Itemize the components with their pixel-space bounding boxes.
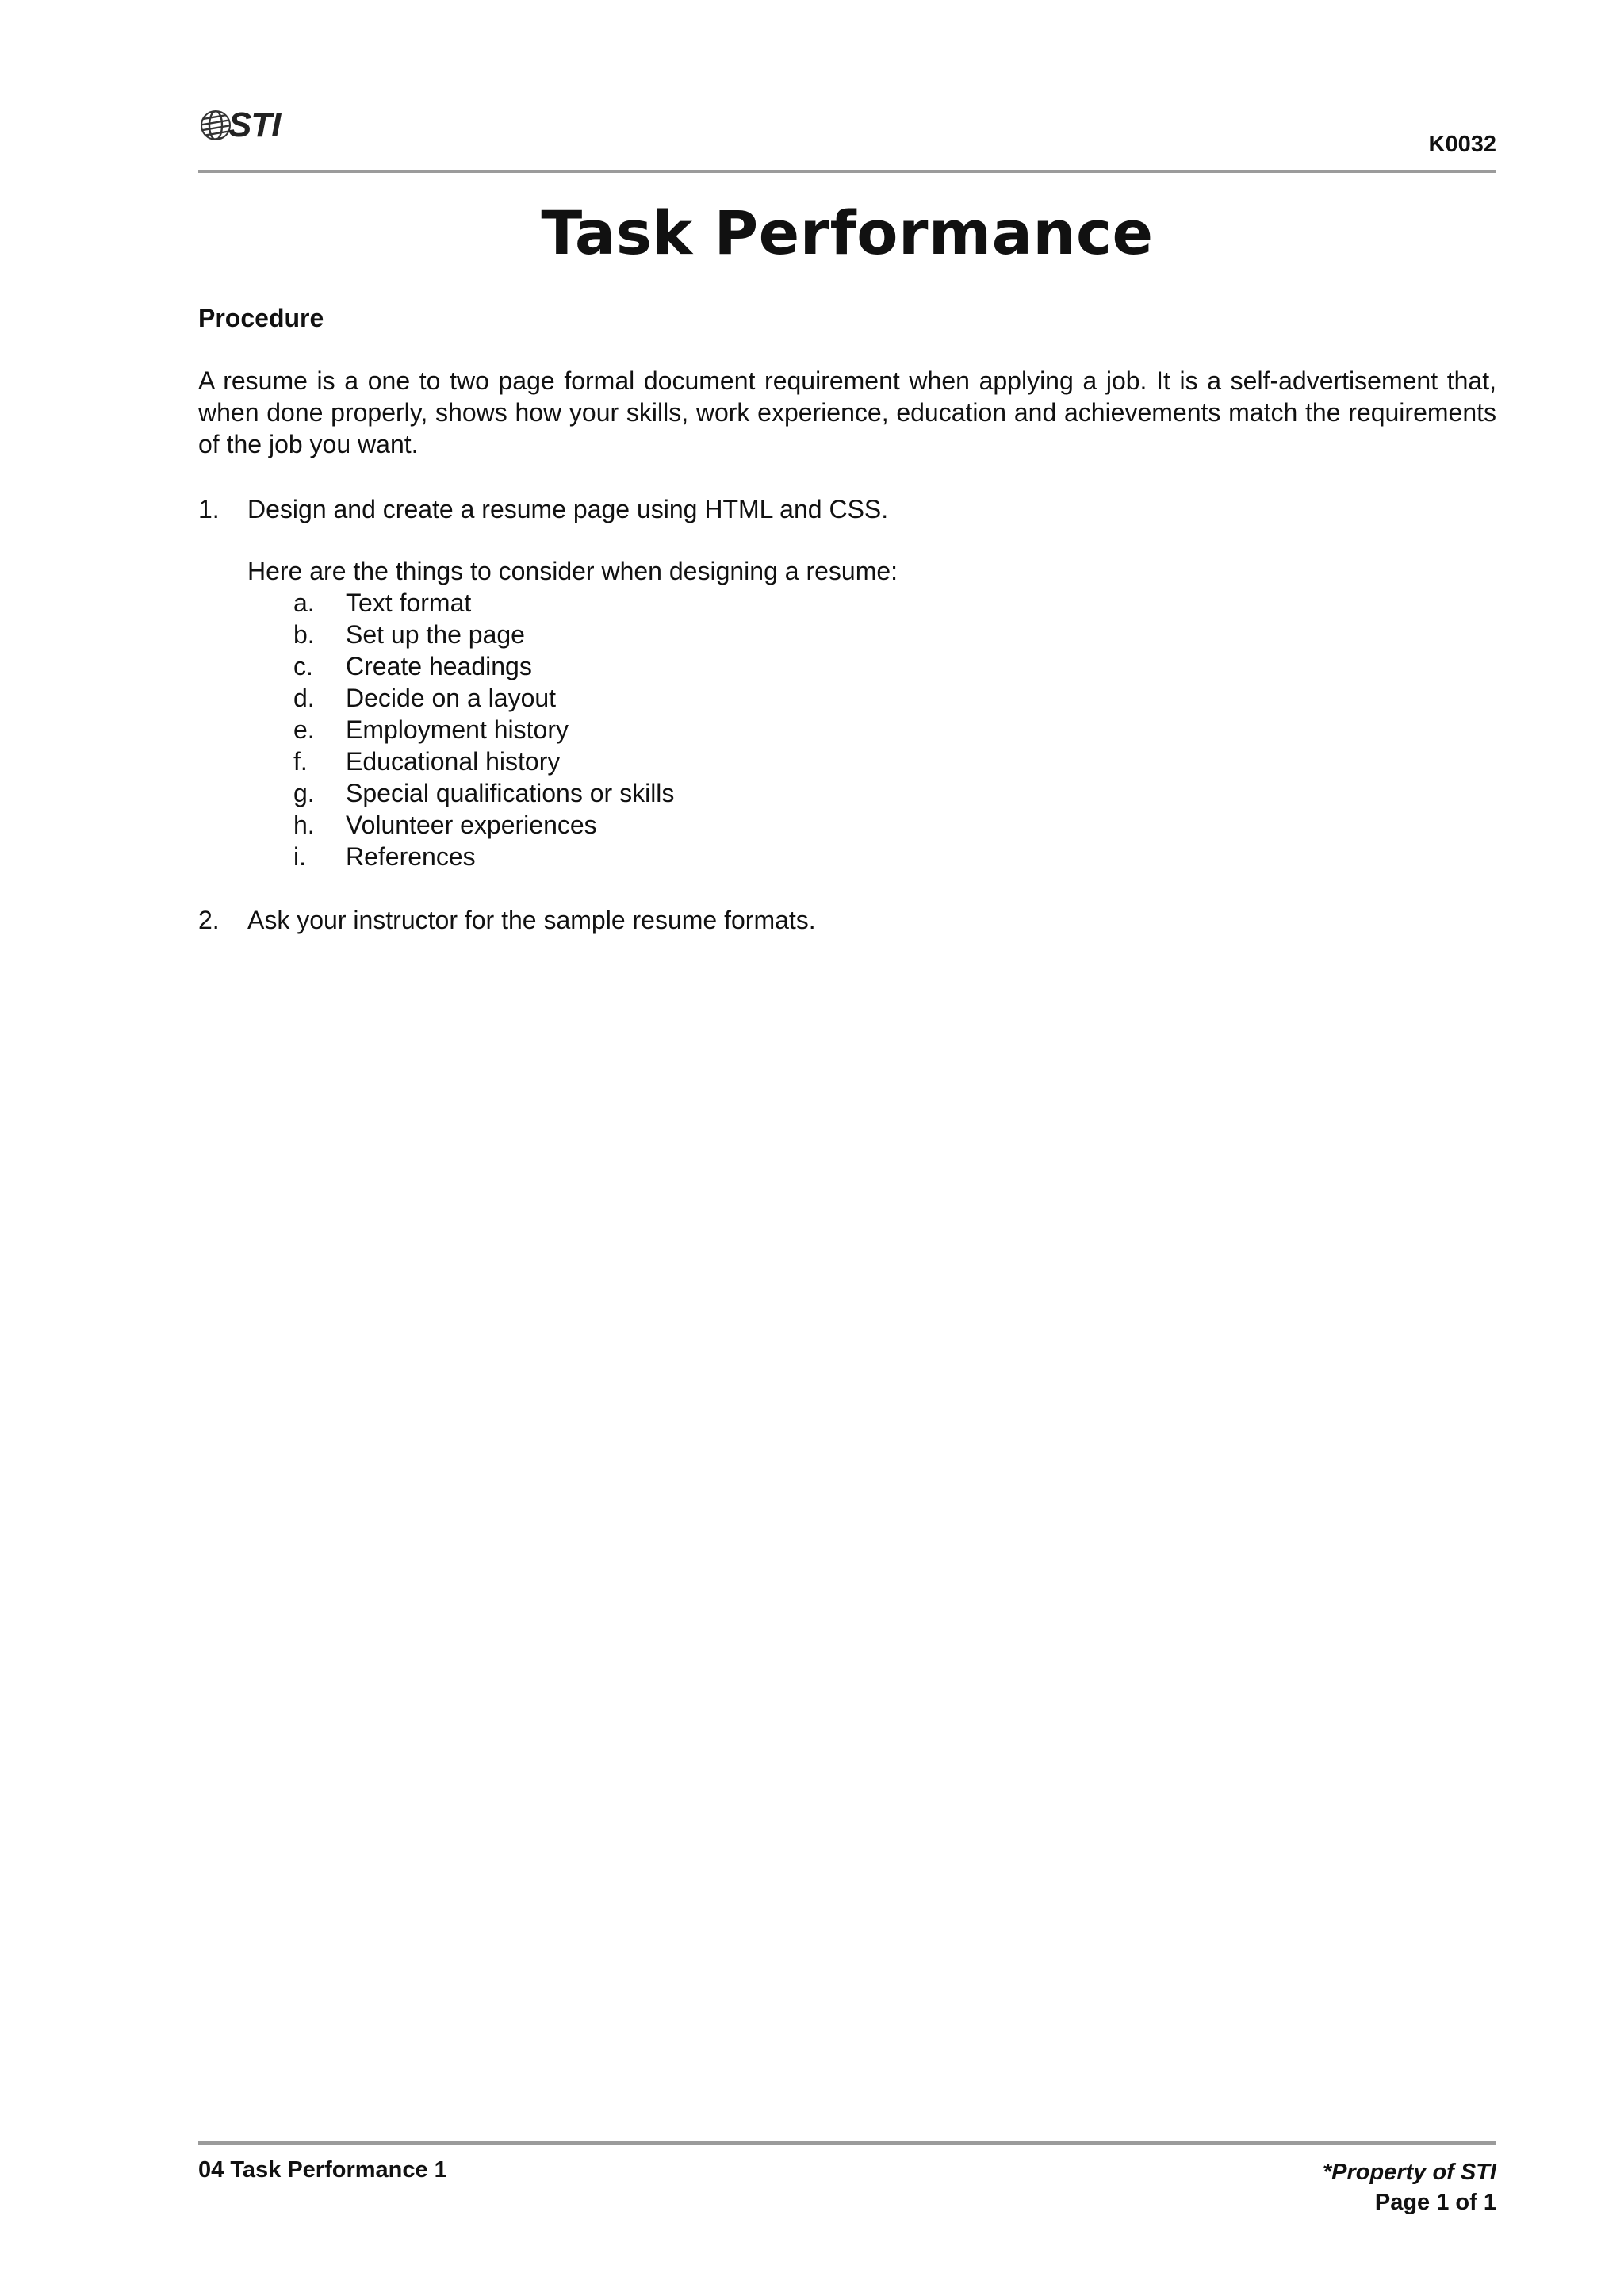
list-letter: b. (293, 620, 315, 649)
consider-intro: Here are the things to consider when designing a resume: (247, 557, 898, 585)
list-item-text: Create headings (346, 652, 532, 680)
list-item (293, 746, 674, 777)
list-item (293, 587, 674, 619)
list-item-text: Special qualifications or skills (346, 779, 675, 807)
footer-document-name: 04 Task Performance 1 (198, 2157, 447, 2183)
list-letter: d. (293, 684, 315, 712)
step-text: Design and create a resume page using HTML and CSS. (247, 495, 889, 523)
list-item-text: Educational history (346, 747, 561, 776)
list-item (293, 682, 674, 714)
logo-wordmark: STI (228, 105, 281, 144)
consideration-list (293, 587, 674, 872)
list-item-text: Text format (346, 588, 472, 617)
page-number: Page 1 of 1 (1374, 2190, 1496, 2215)
document-code: K0032 (1428, 132, 1496, 157)
footer-divider (198, 2141, 1496, 2145)
list-item (293, 714, 674, 746)
list-letter: c. (293, 652, 313, 680)
property-notice: *Property of STI (1322, 2160, 1496, 2185)
section-heading: Procedure (198, 304, 324, 332)
list-letter: g. (293, 779, 315, 807)
list-item-text: References (346, 842, 476, 871)
list-letter: i. (293, 842, 306, 871)
list-letter: f. (293, 747, 308, 776)
list-item-text: Volunteer experiences (346, 811, 597, 839)
list-item-text: Set up the page (346, 620, 525, 649)
step-2 (198, 904, 816, 936)
header-divider (198, 170, 1496, 173)
step-number: 1. (198, 495, 220, 523)
list-letter: h. (293, 811, 315, 839)
step-1 (198, 493, 888, 525)
intro-paragraph: A resume is a one to two page formal document requirement when applying a job. It is a self-advertisement that, when done properly, shows how your skills, work experience, education and achievements match the requirements of the job you want. (198, 366, 1496, 458)
sti-logo (198, 103, 301, 148)
list-letter: a. (293, 588, 315, 617)
list-item-text: Decide on a layout (346, 684, 557, 712)
list-item (293, 809, 674, 841)
list-letter: e. (293, 715, 315, 744)
step-text: Ask your instructor for the sample resume formats. (247, 906, 816, 934)
list-item (293, 650, 674, 682)
footer-right-block (1323, 2157, 1496, 2217)
list-item (293, 841, 674, 872)
list-item (293, 619, 674, 650)
page-title: Task Performance (541, 197, 1154, 268)
list-item-text: Employment history (346, 715, 569, 744)
list-item (293, 777, 674, 809)
step-number: 2. (198, 906, 220, 934)
